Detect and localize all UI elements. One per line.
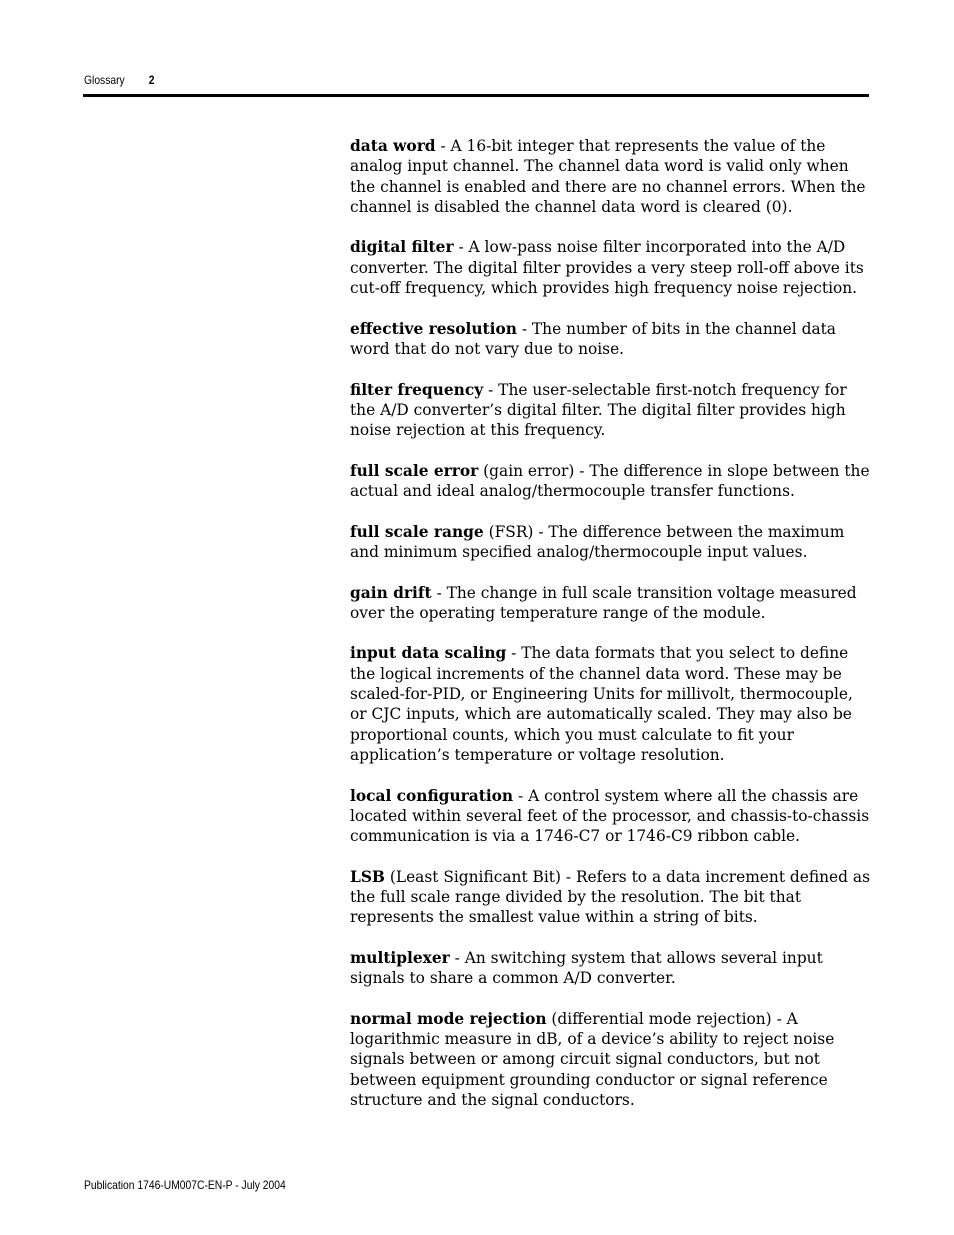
glossary-definition: - The number of bits in the channel data word that do not vary due to noise. bbox=[350, 319, 836, 358]
glossary-definition: - The change in full scale transition voltage measured over the operating temperature range of the module. bbox=[350, 583, 857, 622]
glossary-definition: - The user-selectable first-notch frequency for the A/D converter’s digital filter. The digital filter provides high noise rejection at this frequency. bbox=[350, 380, 847, 440]
glossary-entry bbox=[350, 583, 870, 624]
glossary-entry bbox=[350, 867, 870, 928]
glossary-qualifier: (Least Significant Bit) bbox=[384, 867, 561, 886]
glossary-term: filter frequency bbox=[350, 380, 484, 399]
glossary-definition: - A logarithmic measure in dB, of a device’s ability to reject noise signals between or among circuit signal conductors, but not between equipment grounding conductor or signal reference structure and the signal conductors. bbox=[350, 1009, 835, 1109]
glossary-definition: - A low-pass noise filter incorporated into the A/D converter. The digital filter provides a very steep roll-off above its cut-off frequency, which provides high frequency noise rejection. bbox=[350, 238, 864, 298]
glossary-definition: - The data formats that you select to define the logical increments of the channel data word. These may be scaled-for-PID, or Engineering Units for millivolt, thermocouple, or CJC inputs, which are automatically scaled. They may also be proportional counts, which you must calculate to fit your application’s temperature or voltage resolution. bbox=[350, 644, 853, 764]
glossary-term: input data scaling bbox=[350, 644, 507, 663]
glossary-list bbox=[350, 136, 870, 1131]
header-rule bbox=[83, 94, 869, 97]
glossary-entry bbox=[350, 237, 870, 298]
glossary-entry bbox=[350, 522, 870, 563]
glossary-entry bbox=[350, 948, 870, 989]
glossary-definition: - The difference in slope between the actual and ideal analog/thermocouple transfer functions. bbox=[350, 461, 870, 501]
glossary-term: digital filter bbox=[350, 238, 454, 257]
glossary-entry bbox=[350, 136, 870, 217]
glossary-term: normal mode rejection bbox=[350, 1009, 547, 1028]
glossary-term: effective resolution bbox=[350, 319, 517, 338]
glossary-qualifier: (differential mode rejection) bbox=[546, 1009, 772, 1028]
page-header bbox=[84, 72, 155, 88]
glossary-term: full scale range bbox=[350, 522, 484, 541]
glossary-definition: - An switching system that allows several input signals to share a common A/D converter. bbox=[350, 948, 823, 988]
glossary-entry bbox=[350, 319, 870, 360]
glossary-term: LSB bbox=[350, 867, 385, 886]
glossary-term: local configuration bbox=[350, 786, 514, 805]
header-page-number: 2 bbox=[148, 73, 155, 87]
glossary-definition: - A 16-bit integer that represents the value of the analog input channel. The channel data word is valid only when the channel is enabled and there are no channel errors. When the channel is disabled the channel data word is cleared (0). bbox=[350, 137, 866, 216]
glossary-definition: - The difference between the maximum and minimum specified analog/thermocouple input values. bbox=[350, 522, 845, 561]
page-footer: Publication 1746-UM007C-EN-P - July 2004 bbox=[84, 1178, 286, 1192]
glossary-qualifier: (FSR) bbox=[483, 522, 534, 541]
glossary-entry bbox=[350, 786, 870, 847]
glossary-entry bbox=[350, 461, 870, 502]
glossary-definition: - A control system where all the chassis are located within several feet of the processor, and chassis-to-chassis communication is via a 1746-C7 or 1746-C9 ribbon cable. bbox=[350, 786, 870, 846]
glossary-term: full scale error bbox=[350, 461, 479, 480]
glossary-term: data word bbox=[350, 137, 436, 155]
glossary-entry bbox=[350, 643, 870, 765]
glossary-definition: - Refers to a data increment defined as the full scale range divided by the resolution. The bit that represents the smallest value within a string of bits. bbox=[350, 867, 870, 927]
glossary-term: gain drift bbox=[350, 583, 432, 602]
glossary-entry bbox=[350, 1009, 870, 1110]
glossary-entry bbox=[350, 380, 870, 441]
glossary-term: multiplexer bbox=[350, 948, 450, 967]
glossary-qualifier: (gain error) bbox=[478, 461, 575, 480]
header-section-title: Glossary bbox=[84, 73, 125, 87]
